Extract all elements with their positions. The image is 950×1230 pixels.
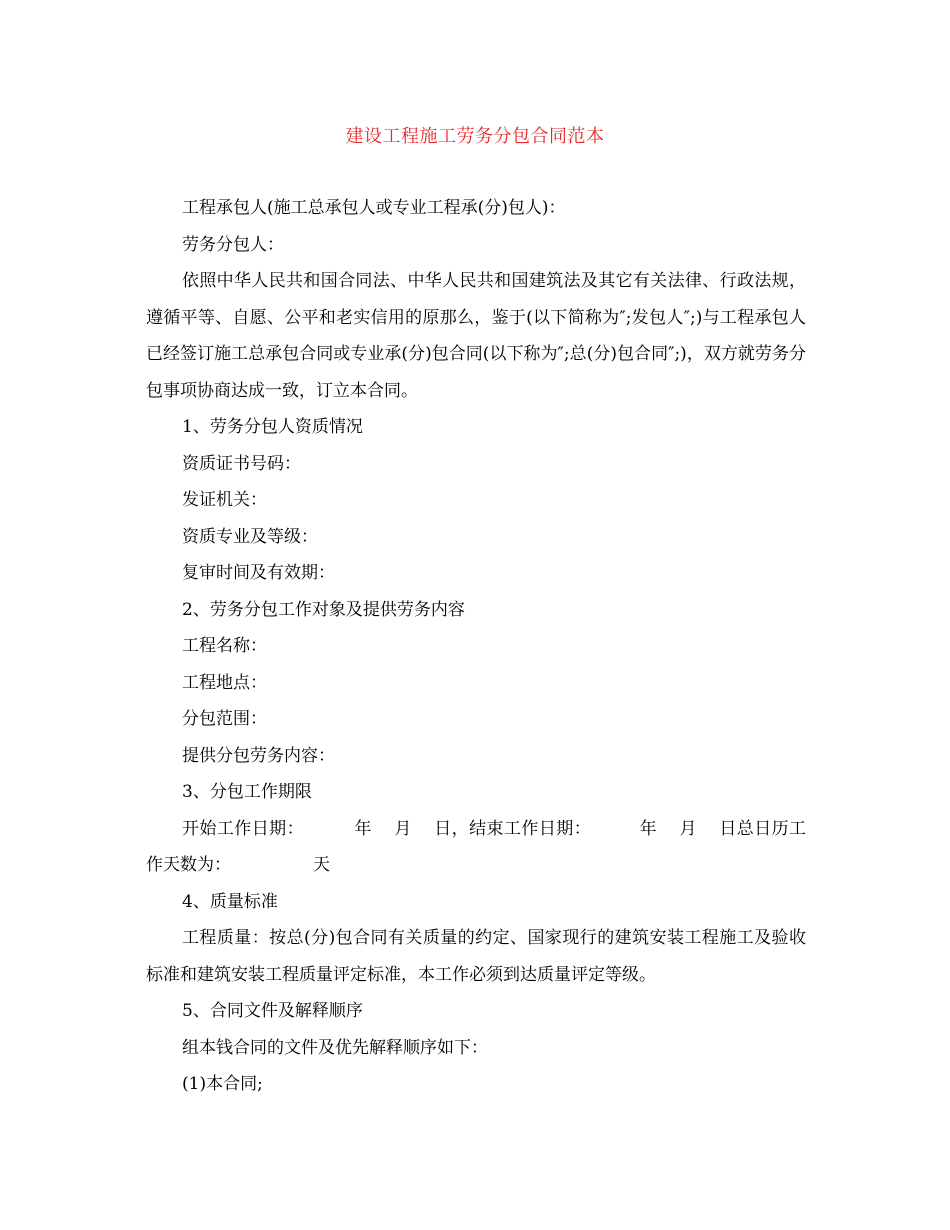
field-qualification-grade: 资质专业及等级： xyxy=(182,526,318,547)
list-item-contract: (1)本合同; xyxy=(182,1074,263,1094)
section-heading-quality: 4、质量标准 xyxy=(182,891,278,912)
field-labor-content: 提供分包劳务内容： xyxy=(182,745,335,766)
paragraph-labor-subcontractor: 劳务分包人： xyxy=(182,234,284,255)
field-project-location: 工程地点： xyxy=(182,672,267,693)
paragraph-quality-standard: 工程质量：按总(分)包合同有关质量的约定、国家现行的建筑安装工程施工及验收标准和建筑安装工程质量评定标准，本工作必须到达质量评定等级。 xyxy=(146,928,806,985)
field-issuing-authority: 发证机关： xyxy=(182,490,267,510)
paragraph-preamble: 依照中华人民共和国合同法、中华人民共和国建筑法及其它有关法律、行政法规，遵循平等、自愿、公平和老实信用的原那么，鉴于(以下简称为″;发包人″;)与工程承包人已经签订施工总承包合同或专业承(分)包合同(以下称为″;总(分)包合同″;)，双方就劳务分包事项协商达成一致，订立本合同。 xyxy=(146,271,806,401)
section-heading-documents-order: 5、合同文件及解释顺序 xyxy=(182,1001,363,1021)
days-unit-label: 天 xyxy=(313,855,330,875)
field-review-validity: 复审时间及有效期： xyxy=(182,563,335,583)
document-title: 建设工程施工劳务分包合同范本 xyxy=(345,126,605,147)
paragraph-work-dates xyxy=(146,811,806,884)
end-date-label: 日，结束工作日期： xyxy=(433,818,592,839)
start-date-label: 开始工作日期： xyxy=(182,818,305,839)
end-year-label: 年 xyxy=(639,818,658,839)
section-heading-qualification: 1、劳务分包人资质情况 xyxy=(182,417,363,437)
field-certificate-number: 资质证书号码： xyxy=(182,453,301,474)
paragraph-contractor: 工程承包人(施工总承包人或专业工程承(分)包人)： xyxy=(182,198,566,218)
section-heading-work-period: 3、分包工作期限 xyxy=(182,782,312,802)
field-project-name: 工程名称： xyxy=(182,636,267,656)
start-year-label: 年 xyxy=(354,818,372,839)
document-body xyxy=(146,190,806,1103)
field-subcontract-scope: 分包范围： xyxy=(182,709,267,729)
total-days-label: 日总日历工作天数为： xyxy=(146,818,807,875)
section-heading-work-scope: 2、劳务分包工作对象及提供劳务内容 xyxy=(182,599,465,620)
paragraph-documents-intro: 组本钱合同的文件及优先解释顺序如下： xyxy=(182,1037,488,1058)
start-month-label: 月 xyxy=(393,818,412,839)
end-month-label: 月 xyxy=(679,818,697,839)
